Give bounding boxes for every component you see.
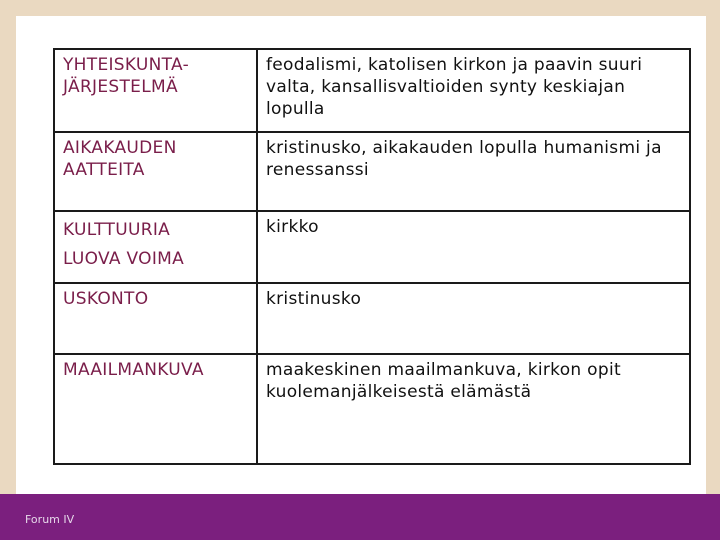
row-value: kristinusko, aikakauden lopulla humanismi ja renessanssi <box>257 132 690 211</box>
table-row <box>54 211 690 283</box>
row-label: MAAILMANKUVA <box>54 354 257 464</box>
row-label: USKONTO <box>54 283 257 354</box>
row-value: feodalismi, katolisen kirkon ja paavin suuri valta, kansallisvaltioiden synty keskiajan lopulla <box>257 49 690 132</box>
row-label: KULTTUURIA LUOVA VOIMA <box>54 211 257 283</box>
footer-label: Forum IV <box>25 513 75 526</box>
footer-bar <box>0 494 720 540</box>
row-value: kristinusko <box>257 283 690 354</box>
row-value: kirkko <box>257 211 690 283</box>
row-label: AIKAKAUDEN AATTEITA <box>54 132 257 211</box>
table-row <box>54 283 690 354</box>
row-value: maakeskinen maailmankuva, kirkon opit kuolemanjälkeisestä elämästä <box>257 354 690 464</box>
table-row <box>54 49 690 132</box>
row-label: YHTEISKUNTA- JÄRJESTELMÄ <box>54 49 257 132</box>
table-row <box>54 354 690 464</box>
info-table <box>53 48 691 465</box>
table-row <box>54 132 690 211</box>
